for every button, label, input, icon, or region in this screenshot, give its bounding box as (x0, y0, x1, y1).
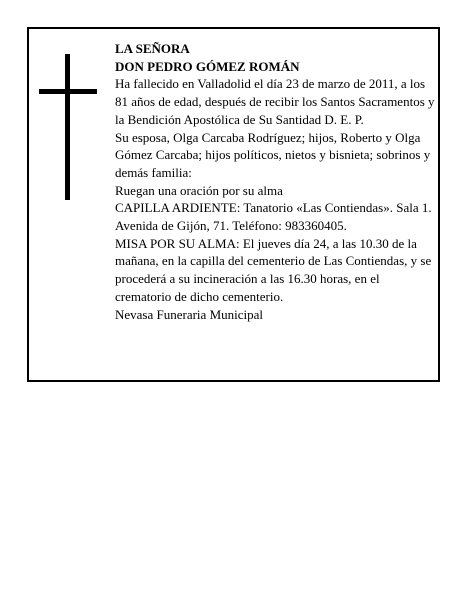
obituary-text (115, 40, 437, 323)
prayer-request: Ruegan una oración por su alma (115, 182, 283, 198)
title-line-1: LA SEÑORA (115, 41, 190, 56)
wake-info: CAPILLA ARDIENTE: Tanatorio «Las Contiendas». Sala 1. Avenida de Gijón, 71. Teléfono: 983360405. (115, 200, 432, 234)
cross-icon (39, 54, 97, 200)
cross-vertical-bar (65, 54, 70, 200)
mass-info: MISA POR SU ALMA: El jueves día 24, a las 10.30 de la mañana, en la capilla del cementerio de Las Contiendas, y se procederá a su incineración a las 16.30 horas, en el crematorio de dicho cementerio. (115, 235, 432, 304)
obituary-notice (27, 27, 440, 382)
cross-horizontal-bar (39, 89, 97, 94)
deceased-name: DON PEDRO GÓMEZ ROMÁN (115, 58, 300, 74)
death-announcement: Ha fallecido en Valladolid el día 23 de marzo de 2011, a los 81 años de edad, después de recibir los Santos Sacramentos y la Bendición Apostólica de Su Santidad D. E. P. (115, 76, 435, 127)
funeral-home: Nevasa Funeraria Municipal (115, 306, 264, 322)
family-list: Su esposa, Olga Carcaba Rodríguez; hijos, Roberto y Olga Gómez Carcaba; hijos políticos, nietos y bisnieta; sobrinos y demás familia: (115, 129, 431, 180)
